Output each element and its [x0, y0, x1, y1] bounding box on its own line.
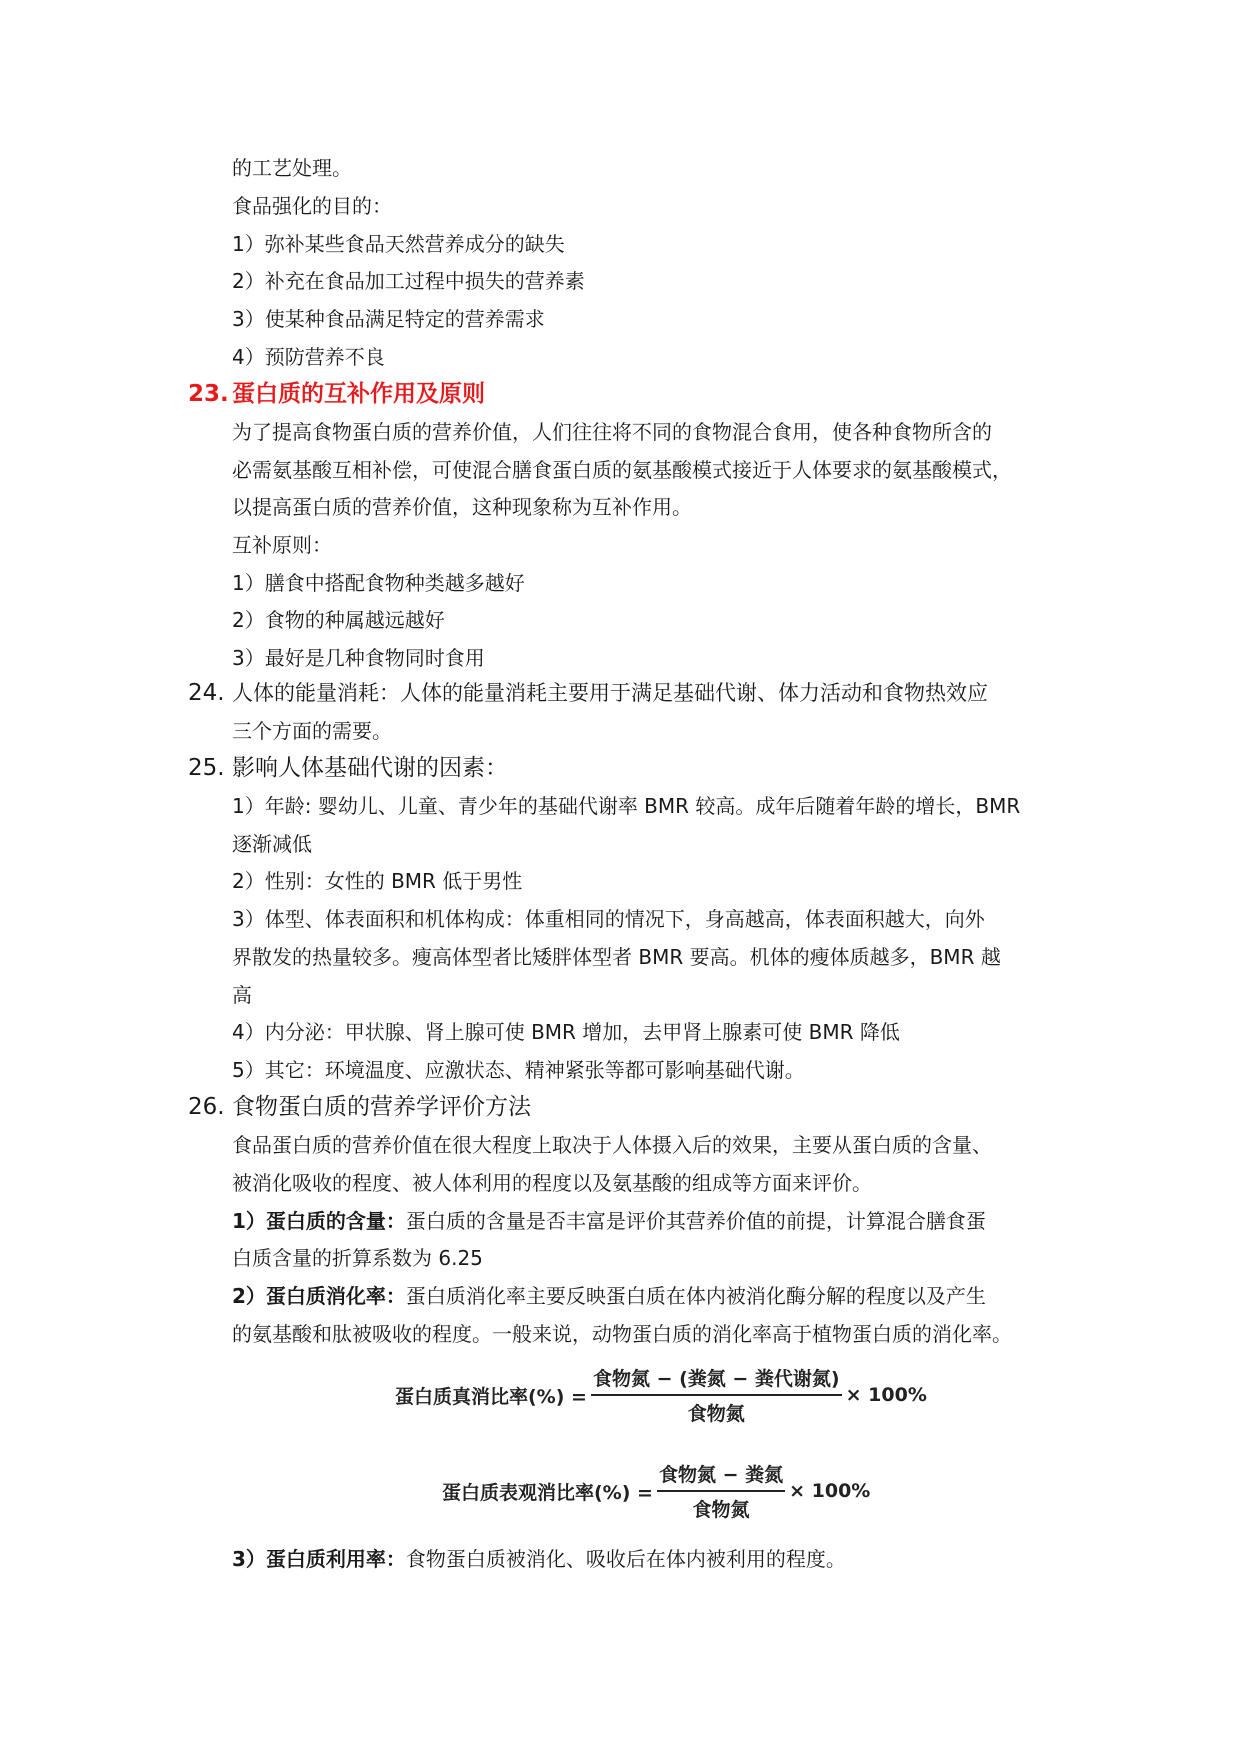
text-line: 2）性别：女性的 BMR 低于男性 [232, 869, 523, 893]
section-title: 蛋白质的互补作用及原则 [232, 381, 485, 407]
formula-denominator: 食物氮 [692, 1499, 750, 1521]
text-line: 界散发的热量较多。瘦高体型者比矮胖体型者 BMR 要高。机体的瘦体质越多，BMR 越 [232, 945, 1001, 969]
point-label: 2）蛋白质消化率： [232, 1284, 406, 1308]
formula-fraction [657, 1460, 785, 1522]
section-text: 人体的能量消耗：人体的能量消耗主要用于满足基础代谢、体力活动和食物热效应 [232, 681, 988, 705]
text-line: 白质含量的折算系数为 6.25 [232, 1246, 483, 1270]
text-line: 1）年龄: 婴幼儿、儿童、青少年的基础代谢率 BMR 较高。成年后随着年龄的增长，BMR [232, 794, 1021, 818]
formula-numerator: 食物氮 − 粪氮 [657, 1460, 785, 1492]
point-2 [232, 1284, 986, 1308]
list-item: 3）使某种食品满足特定的营养需求 [232, 307, 545, 331]
list-item: 3）最好是几种食物同时食用 [232, 646, 485, 670]
section-heading-26 [188, 1093, 531, 1121]
formula-denominator: 食物氮 [687, 1403, 745, 1425]
formula-numerator: 食物氮 − (粪氮 − 粪代谢氮) [591, 1364, 842, 1396]
section-title: 食物蛋白质的营养学评价方法 [232, 1094, 531, 1120]
list-item: 1）弥补某些食品天然营养成分的缺失 [232, 232, 565, 256]
list-item: 1）膳食中搭配食物种类越多越好 [232, 571, 525, 595]
paragraph-line: 被消化吸收的程度、被人体利用的程度以及氨基酸的组成等方面来评价。 [232, 1171, 872, 1195]
paragraph-line: 食品蛋白质的营养价值在很大程度上取决于人体摄入后的效果，主要从蛋白质的含量、 [232, 1133, 992, 1157]
point-label: 1）蛋白质的含量： [232, 1209, 406, 1233]
point-1 [232, 1209, 986, 1233]
text-line: 互补原则： [232, 533, 332, 557]
formula-true-digestibility [395, 1364, 927, 1426]
paragraph-line: 以提高蛋白质的营养价值，这种现象称为互补作用。 [232, 495, 692, 519]
section-heading-24 [188, 679, 988, 707]
text-line: 三个方面的需要。 [232, 719, 392, 743]
section-number: 24. [188, 680, 225, 706]
formula-fraction [591, 1364, 842, 1426]
text-line: 4）内分泌：甲状腺、肾上腺可使 BMR 增加，去甲肾上腺素可使 BMR 降低 [232, 1020, 900, 1044]
formula-lhs: 蛋白质表观消比率(%) = [442, 1481, 653, 1504]
text-line: 高 [232, 983, 252, 1007]
formula-suffix: × 100% [845, 1384, 927, 1406]
section-heading-25 [188, 754, 508, 782]
point-text: 蛋白质的含量是否丰富是评价其营养价值的前提，计算混合膳食蛋 [405, 1209, 986, 1233]
text-line: 的工艺处理。 [232, 156, 352, 180]
section-number: 25. [188, 755, 225, 781]
text-line: 3）体型、体表面积和机体构成：体重相同的情况下，身高越高，体表面积越大，向外 [232, 907, 985, 931]
text-line: 逐渐减低 [232, 832, 312, 856]
text-line: 5）其它：环境温度、应激状态、精神紧张等都可影响基础代谢。 [232, 1058, 805, 1082]
point-3 [232, 1547, 846, 1571]
list-item: 2）补充在食品加工过程中损失的营养素 [232, 269, 585, 293]
section-heading-23 [188, 380, 485, 408]
paragraph-line: 必需氨基酸互相补偿，可使混合膳食蛋白质的氨基酸模式接近于人体要求的氨基酸模式， [232, 458, 1012, 482]
text-line: 食品强化的目的： [232, 194, 392, 218]
formula-lhs: 蛋白质真消比率(%) = [395, 1385, 587, 1408]
paragraph-line: 为了提高食物蛋白质的营养价值，人们往往将不同的食物混合食用，使各种食物所含的 [232, 420, 992, 444]
text-line: 的氨基酸和肽被吸收的程度。一般来说，动物蛋白质的消化率高于植物蛋白质的消化率。 [232, 1322, 1012, 1346]
formula-apparent-digestibility [442, 1460, 870, 1522]
formula-suffix: × 100% [789, 1480, 871, 1502]
list-item: 4）预防营养不良 [232, 345, 385, 369]
point-text: 蛋白质消化率主要反映蛋白质在体内被消化酶分解的程度以及产生 [405, 1284, 986, 1308]
section-number: 23. [188, 381, 229, 407]
section-title: 影响人体基础代谢的因素： [232, 755, 508, 781]
section-number: 26. [188, 1094, 225, 1120]
point-label: 3）蛋白质利用率： [232, 1547, 406, 1571]
point-text: 食物蛋白质被消化、吸收后在体内被利用的程度。 [405, 1547, 846, 1571]
list-item: 2）食物的种属越远越好 [232, 608, 445, 632]
